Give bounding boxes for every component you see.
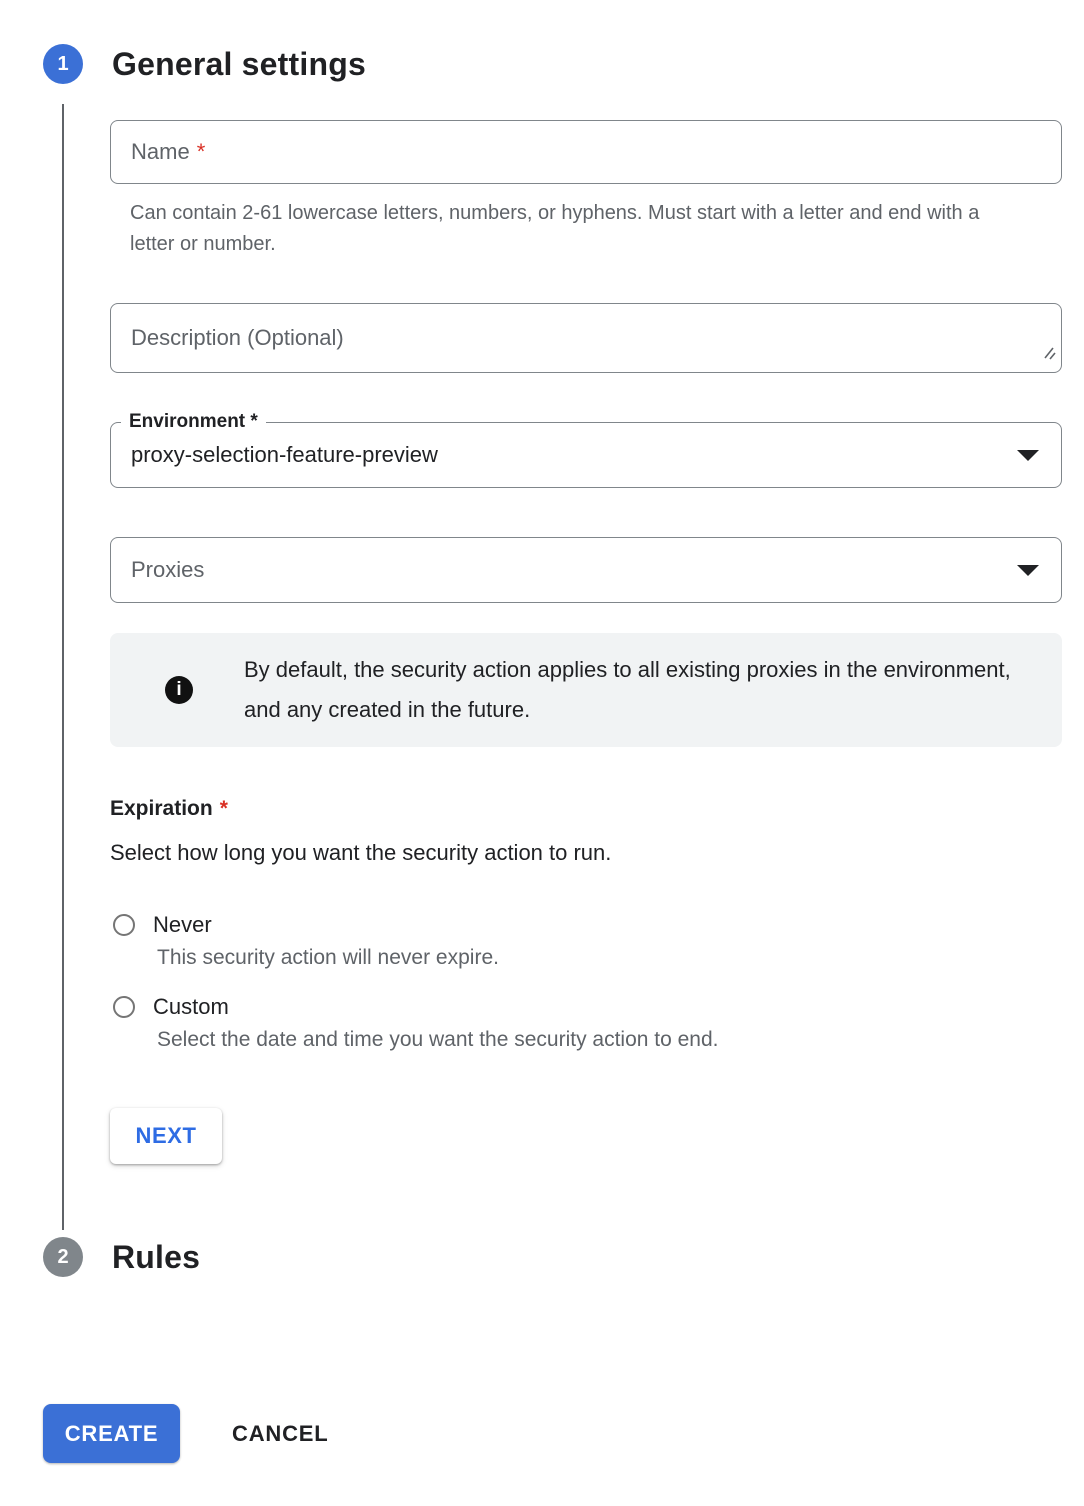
step1-header — [43, 44, 1062, 84]
radio-never-label: Never — [153, 912, 212, 937]
radio-never-description: This security action will never expire. — [157, 946, 499, 969]
name-helper-text: Can contain 2-61 lowercase letters, numbers, or hyphens. Must start with a letter and end with a letter or number. — [130, 202, 980, 255]
radio-unchecked-icon[interactable] — [113, 914, 135, 936]
create-button[interactable]: CREATE — [43, 1404, 180, 1463]
radio-option-never[interactable] — [110, 912, 1062, 938]
info-icon: i — [165, 676, 193, 704]
expiration-required-marker: * — [219, 797, 228, 820]
environment-value: proxy-selection-feature-preview — [131, 442, 438, 467]
expiration-description: Select how long you want the security action to run. — [110, 840, 612, 865]
resize-handle-icon[interactable] — [1041, 341, 1056, 367]
step2-indicator: 2 — [43, 1237, 83, 1277]
environment-label: Environment * — [121, 411, 266, 433]
info-banner — [110, 633, 1062, 747]
step2-header — [43, 1237, 1062, 1277]
info-banner-text: By default, the security action applies to all existing proxies in the environment, and any created in the future. — [244, 657, 1011, 722]
step2-title: Rules — [112, 1238, 201, 1275]
expiration-label: Expiration * — [110, 797, 228, 820]
environment-select[interactable] — [110, 411, 1062, 488]
radio-unchecked-icon[interactable] — [113, 996, 135, 1018]
step1-body — [110, 120, 1062, 1164]
radio-custom-description: Select the date and time you want the security action to end. — [157, 1028, 719, 1051]
description-placeholder: Description (Optional) — [131, 325, 344, 350]
name-required-marker: * — [196, 139, 206, 164]
step1-title: General settings — [112, 45, 366, 82]
chevron-down-icon — [1017, 450, 1039, 461]
step1-indicator: 1 — [43, 44, 83, 84]
radio-option-custom[interactable] — [110, 994, 1062, 1020]
form-actions — [43, 1404, 1062, 1463]
cancel-button[interactable]: CANCEL — [232, 1420, 329, 1446]
chevron-down-icon — [1017, 565, 1039, 576]
radio-custom-label: Custom — [153, 994, 229, 1019]
name-placeholder: Name — [131, 139, 190, 164]
next-button[interactable]: NEXT — [110, 1108, 222, 1164]
name-input[interactable] — [110, 120, 1062, 184]
description-input[interactable] — [110, 303, 1062, 373]
proxies-placeholder: Proxies — [131, 557, 205, 582]
step-connector-line — [62, 104, 64, 1230]
proxies-select[interactable] — [110, 537, 1062, 603]
